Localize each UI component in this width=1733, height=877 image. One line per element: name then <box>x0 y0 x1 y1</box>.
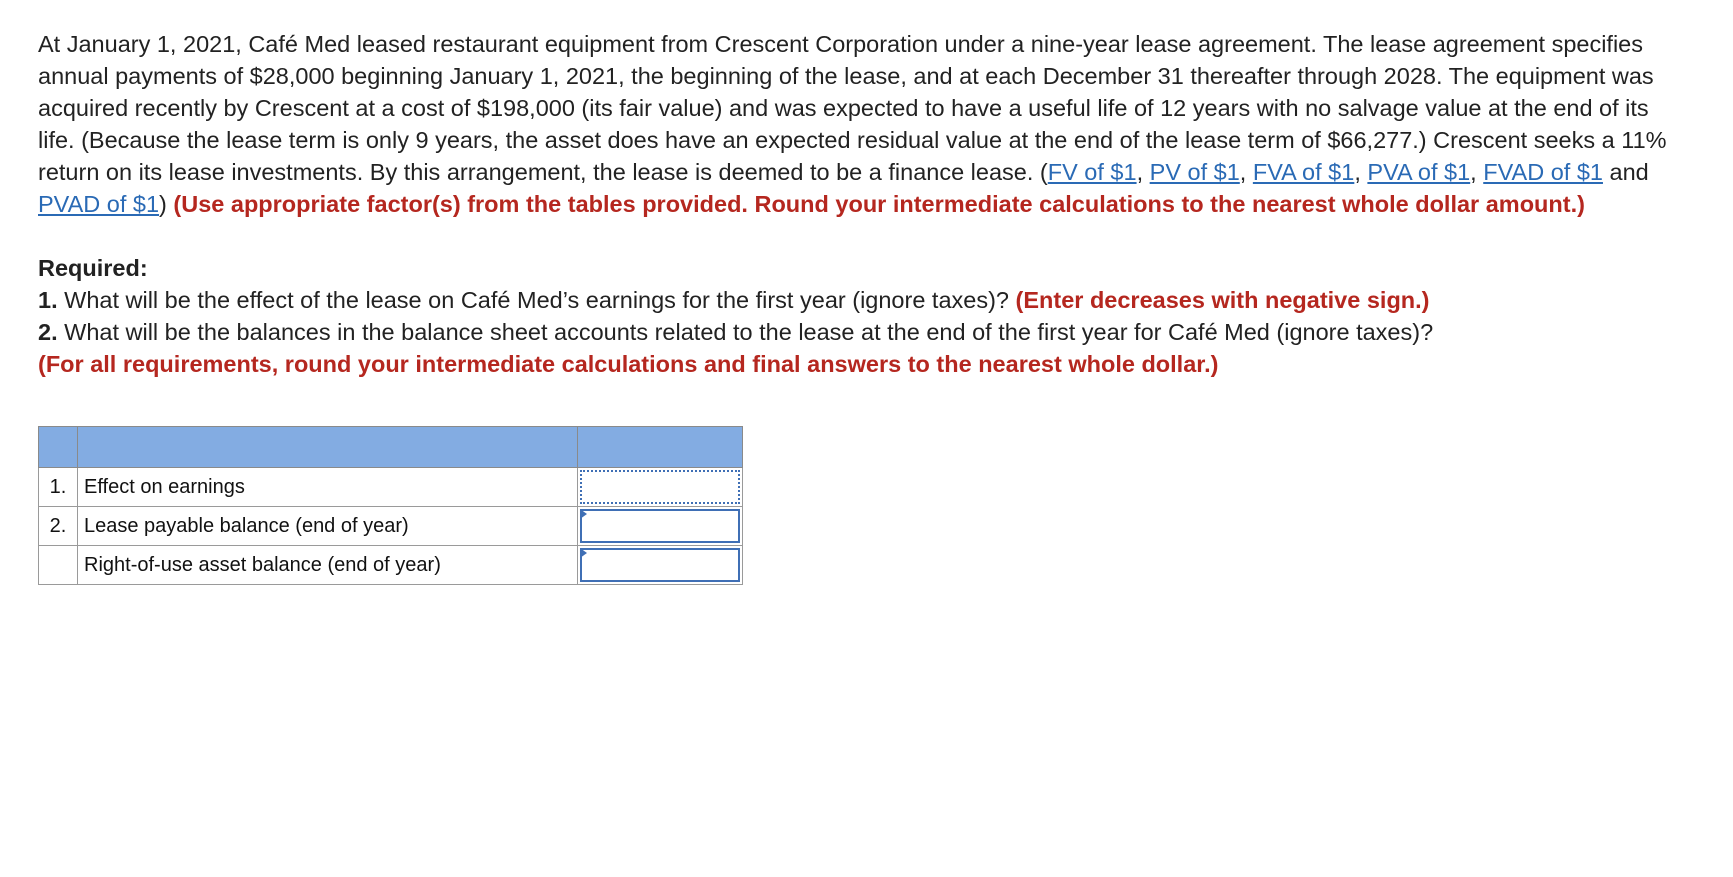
separator: , <box>1136 159 1150 185</box>
header-cell <box>39 427 78 468</box>
lease-payable-input[interactable] <box>580 509 740 543</box>
row-number: 1. <box>39 468 78 507</box>
problem-intro: At January 1, 2021, Café Med leased restaurant equipment from Crescent Corporation under a nine-year lease agreement. The lease agreement specifies annual payments of $28,000 beginning January 1, 2021, the beginning of the lease, and at each December 31 thereafter through 2028. The equipment was acquired recently by Crescent at a cost of $198,000 (its fair value) and was expected to have a useful life of 12 years with no salvage value at the end of its life. (Because the lease term is only 9 years, the asset does have an expected residual value at the end of the lease term of $66,277.) Crescent seeks a 11% return on its lease investments. By this arrangement, the lease is deemed to be a finance lease. ( <box>38 31 1667 185</box>
link-fva-of-1[interactable]: FVA of $1 <box>1252 159 1355 185</box>
header-cell <box>578 427 743 468</box>
link-pvad-of-1[interactable]: PVAD of $1 <box>38 191 160 217</box>
close-paren: ) <box>159 191 174 217</box>
header-cell <box>78 427 578 468</box>
rou-asset-cell <box>578 546 743 585</box>
row-label: Right-of-use asset balance (end of year) <box>78 546 578 585</box>
q1-text: What will be the effect of the lease on Café Med’s earnings for the first year (ignore taxes)? <box>57 287 1016 313</box>
row-label: Lease payable balance (end of year) <box>78 507 578 546</box>
q2-text: What will be the balances in the balance sheet accounts related to the lease at the end of the first year for Café Med (ignore taxes)? <box>57 319 1434 345</box>
separator: , <box>1239 159 1253 185</box>
link-pva-of-1[interactable]: PVA of $1 <box>1367 159 1471 185</box>
instruction-note: (Use appropriate factor(s) from the tables provided. Round your intermediate calculations to the nearest whole dollar amount.) <box>173 191 1585 217</box>
row-number: 2. <box>39 507 78 546</box>
and-text: and <box>1602 159 1649 185</box>
q2-number: 2. <box>38 319 58 345</box>
link-fvad-of-1[interactable]: FVAD of $1 <box>1483 159 1603 185</box>
separator: , <box>1470 159 1484 185</box>
q1-number: 1. <box>38 287 58 313</box>
input-marker-icon <box>580 548 587 558</box>
table-row <box>39 507 743 546</box>
q1-note: (Enter decreases with negative sign.) <box>1015 287 1430 313</box>
link-fv-of-1[interactable]: FV of $1 <box>1047 159 1137 185</box>
table-row <box>39 468 743 507</box>
separator: , <box>1354 159 1368 185</box>
rounding-note: (For all requirements, round your intermediate calculations and final answers to the nearest whole dollar.) <box>38 351 1219 377</box>
table-header-row <box>39 427 743 468</box>
required-section <box>38 252 1678 380</box>
link-pv-of-1[interactable]: PV of $1 <box>1149 159 1240 185</box>
problem-content <box>38 28 1678 585</box>
effect-on-earnings-input[interactable] <box>580 470 740 504</box>
lease-payable-cell <box>578 507 743 546</box>
problem-statement <box>38 28 1678 220</box>
answer-table <box>38 426 743 585</box>
rou-asset-input[interactable] <box>580 548 740 582</box>
input-marker-icon <box>580 509 587 519</box>
required-heading: Required: <box>38 255 148 281</box>
row-label: Effect on earnings <box>78 468 578 507</box>
table-row <box>39 546 743 585</box>
effect-on-earnings-cell <box>578 468 743 507</box>
row-number <box>39 546 78 585</box>
